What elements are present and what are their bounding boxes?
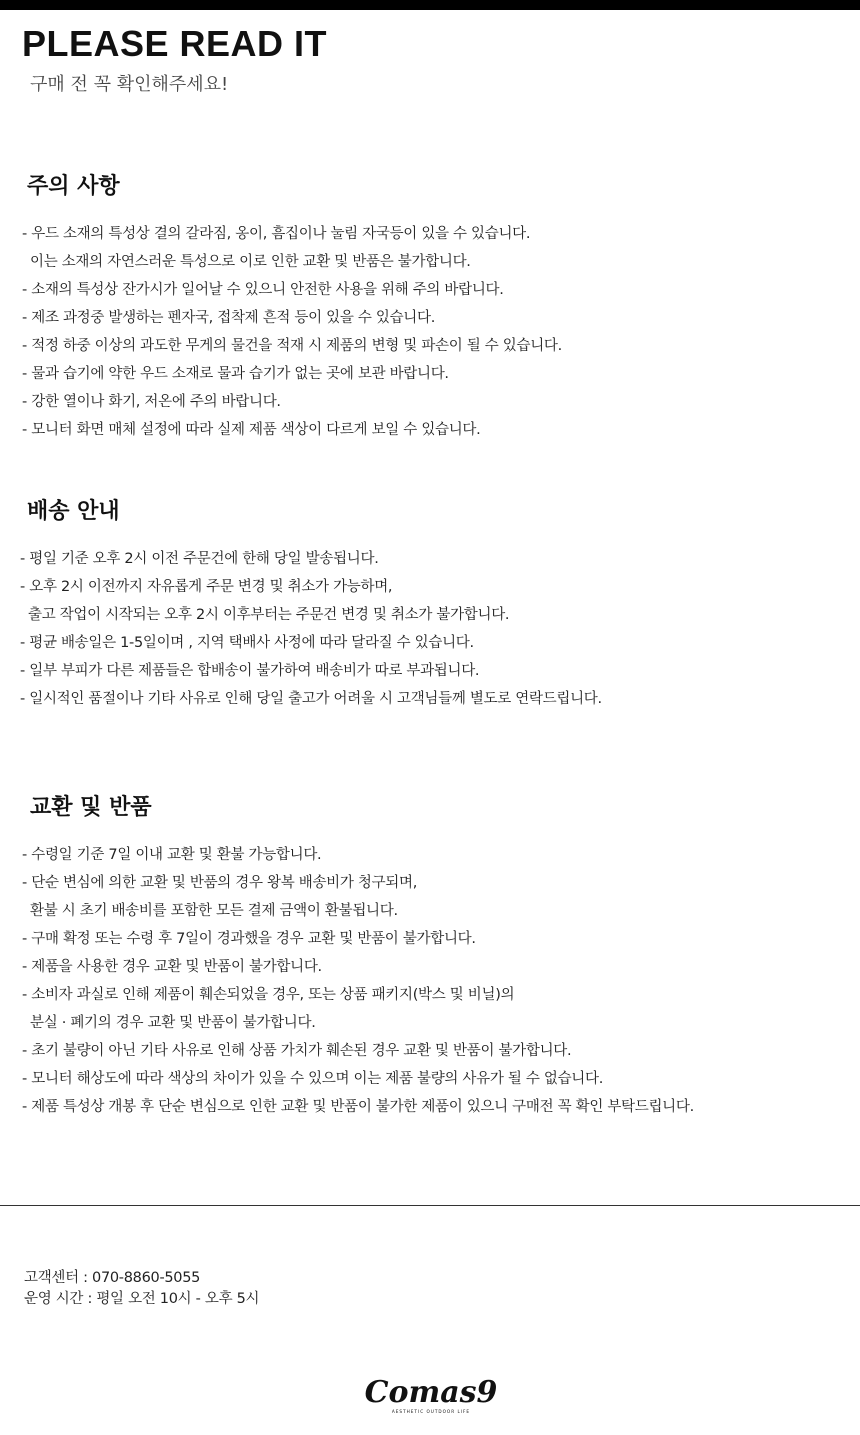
returns-heading: 교환 및 반품 bbox=[30, 795, 152, 820]
caution-item: - 적정 하중 이상의 과도한 무게의 물건을 적재 시 제품의 변형 및 파손이 될 수 있습니다. bbox=[22, 338, 562, 354]
shipping-item: - 일부 부피가 다른 제품들은 합배송이 불가하여 배송비가 따로 부과됩니다. bbox=[20, 663, 480, 679]
returns-item: - 모니터 해상도에 따라 색상의 차이가 있을 수 있으며 이는 제품 불량의 사유가 될 수 없습니다. bbox=[22, 1071, 604, 1087]
shipping-list bbox=[20, 545, 602, 713]
returns-item: 환불 시 초기 배송비를 포함한 모든 결제 금액이 환불됩니다. bbox=[30, 903, 398, 919]
customer-center-phone: 고객센터 : 070-8860-5055 bbox=[24, 1270, 201, 1286]
page-subtitle: 구매 전 꼭 확인해주세요! bbox=[30, 74, 229, 95]
shipping-item: 출고 작업이 시작되는 오후 2시 이후부터는 주문건 변경 및 취소가 불가합니다. bbox=[28, 607, 510, 623]
shipping-item: - 일시적인 품절이나 기타 사유로 인해 당일 출고가 어려울 시 고객님들께 별도로 연락드립니다. bbox=[20, 691, 602, 707]
caution-item: - 소재의 특성상 잔가시가 일어날 수 있으니 안전한 사용을 위해 주의 바랍니다. bbox=[22, 282, 504, 298]
returns-item: - 구매 확정 또는 수령 후 7일이 경과했을 경우 교환 및 반품이 불가합니다. bbox=[22, 931, 476, 947]
returns-item: - 제품을 사용한 경우 교환 및 반품이 불가합니다. bbox=[22, 959, 322, 975]
logo-tagline: AESTHETIC OUTDOOR LIFE bbox=[391, 1409, 471, 1414]
shipping-item: - 평균 배송일은 1-5일이며 , 지역 택배사 사정에 따라 달라질 수 있습니다. bbox=[20, 635, 474, 651]
logo-wordmark: Comas9 bbox=[364, 1375, 498, 1410]
brand-logo bbox=[364, 1370, 498, 1420]
caution-heading: 주의 사항 bbox=[27, 174, 120, 199]
caution-item: 이는 소재의 자연스러운 특성으로 이로 인한 교환 및 반품은 불가합니다. bbox=[30, 254, 471, 270]
shipping-item: - 오후 2시 이전까지 자유롭게 주문 변경 및 취소가 가능하며, bbox=[20, 579, 393, 595]
page-title: PLEASE READ IT bbox=[22, 23, 328, 64]
returns-item: - 제품 특성상 개봉 후 단순 변심으로 인한 교환 및 반품이 불가한 제품이 있으니 구매전 꼭 확인 부탁드립니다. bbox=[22, 1099, 694, 1115]
returns-item: 분실 · 폐기의 경우 교환 및 반품이 불가합니다. bbox=[30, 1015, 316, 1031]
shipping-item: - 평일 기준 오후 2시 이전 주문건에 한해 당일 발송됩니다. bbox=[20, 551, 379, 567]
caution-item: - 모니터 화면 매체 설정에 따라 실제 제품 색상이 다르게 보일 수 있습니다. bbox=[22, 422, 481, 438]
top-bar bbox=[0, 0, 860, 10]
returns-list bbox=[22, 841, 694, 1121]
returns-item: - 초기 불량이 아닌 기타 사유로 인해 상품 가치가 훼손된 경우 교환 및 반품이 불가합니다. bbox=[22, 1043, 572, 1059]
shipping-heading: 배송 안내 bbox=[27, 499, 120, 524]
caution-item: - 제조 과정중 발생하는 펜자국, 접착제 흔적 등이 있을 수 있습니다. bbox=[22, 310, 436, 326]
returns-item: - 수령일 기준 7일 이내 교환 및 환불 가능합니다. bbox=[22, 847, 322, 863]
caution-item: - 물과 습기에 약한 우드 소재로 물과 습기가 없는 곳에 보관 바랍니다. bbox=[22, 366, 449, 382]
caution-item: - 강한 열이나 화기, 저온에 주의 바랍니다. bbox=[22, 394, 281, 410]
returns-item: - 소비자 과실로 인해 제품이 훼손되었을 경우, 또는 상품 패키지(박스 및 비닐)의 bbox=[22, 987, 515, 1003]
caution-list bbox=[22, 220, 562, 444]
caution-item: - 우드 소재의 특성상 결의 갈라짐, 옹이, 흠집이나 눌림 자국등이 있을 수 있습니다. bbox=[22, 226, 531, 242]
returns-item: - 단순 변심에 의한 교환 및 반품의 경우 왕복 배송비가 청구되며, bbox=[22, 875, 418, 891]
operating-hours: 운영 시간 : 평일 오전 10시 - 오후 5시 bbox=[24, 1291, 260, 1307]
footer-divider bbox=[0, 1205, 860, 1206]
